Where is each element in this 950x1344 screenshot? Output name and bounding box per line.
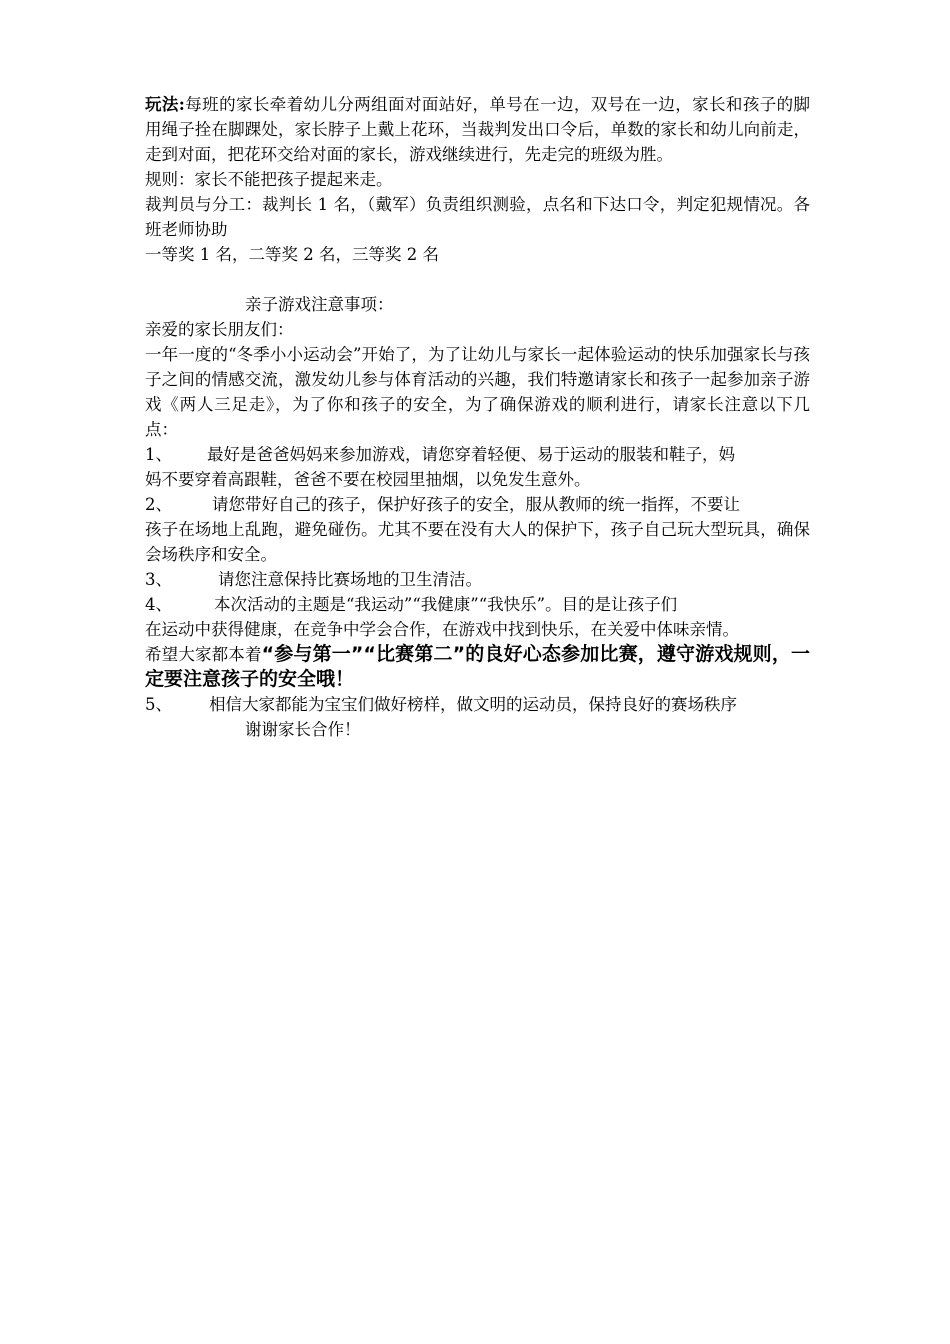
play-text: 每班的家长牵着幼儿分两组面对面站好，单号在一边，双号在一边，家长和孩子的脚用绳子拴在脚踝处，家长脖子上戴上花环，当裁判发出口令后，单数的家长和幼儿向前走，走到对面，把花环交给对面的家长，游戏继续进行，先走完的班级为胜。 [145,95,811,164]
item-emphasis-paragraph [145,642,810,692]
notice-heading: 亲子游戏注意事项： [245,295,394,314]
document-page [145,92,810,742]
item-number: 5、 [145,695,172,714]
blank-line [145,267,810,292]
emphasis-text: “参与第一”“比赛第二”的良好心态参加比赛，遵守游戏规则，一定要注意孩子的安全哦！ [145,643,810,690]
rules-paragraph: 规则：家长不能把孩子提起来走。 [145,170,393,189]
notice-item-4 [145,592,810,692]
awards-paragraph: 一等奖 1 名，二等奖 2 名，三等奖 2 名 [145,245,439,264]
emphasis-lead: 希望大家都本着 [145,645,262,664]
notice-item-5 [145,692,810,717]
item-text: 请您注意保持比赛场地的卫生清洁。 [218,570,482,589]
item-number: 2、 [145,495,172,514]
notice-item-2 [145,492,810,567]
referee-paragraph: 裁判员与分工：裁判长 1 名，（戴军）负责组织测验，点名和下达口令，判定犯规情况。各班老师协助 [145,195,810,239]
play-label: 玩法: [145,95,185,114]
closing-thanks: 谢谢家长合作！ [245,720,361,739]
notice-greeting: 亲爱的家长朋友们： [145,320,294,339]
item-continuation: 在运动中获得健康，在竞争中学会合作，在游戏中找到快乐，在关爱中体味亲情。 [145,620,739,639]
notice-item-3 [145,567,810,592]
item-continuation: 妈不要穿着高跟鞋，爸爸不要在校园里抽烟，以免发生意外。 [145,470,591,489]
item-continuation: 孩子在场地上乱跑，避免碰伤。尤其不要在没有大人的保护下，孩子自己玩大型玩具，确保会场秩序和安全。 [145,520,810,564]
item-text: 本次活动的主题是“我运动”“我健康”“我快乐”。目的是让孩子们 [214,595,678,614]
play-paragraph [145,92,810,167]
item-number: 4、 [145,595,172,614]
item-text: 最好是爸爸妈妈来参加游戏，请您穿着轻便、易于运动的服装和鞋子，妈 [207,445,735,464]
notice-intro: 一年一度的“冬季小小运动会”开始了，为了让幼儿与家长一起体验运动的快乐加强家长与孩子之间的情感交流，激发幼儿参与体育活动的兴趣，我们特邀请家长和孩子一起参加亲子游戏《两人三足走》，为了你和孩子的安全，为了确保游戏的顺利进行，请家长注意以下几点： [145,345,810,439]
item-number: 3、 [145,570,172,589]
item-text: 请您带好自己的孩子，保护好孩子的安全，服从教师的统一指挥，不要让 [212,495,740,514]
item-text: 相信大家都能为宝宝们做好榜样，做文明的运动员，保持良好的赛场秩序 [209,695,737,714]
notice-item-1 [145,442,810,492]
item-number: 1、 [145,445,172,464]
